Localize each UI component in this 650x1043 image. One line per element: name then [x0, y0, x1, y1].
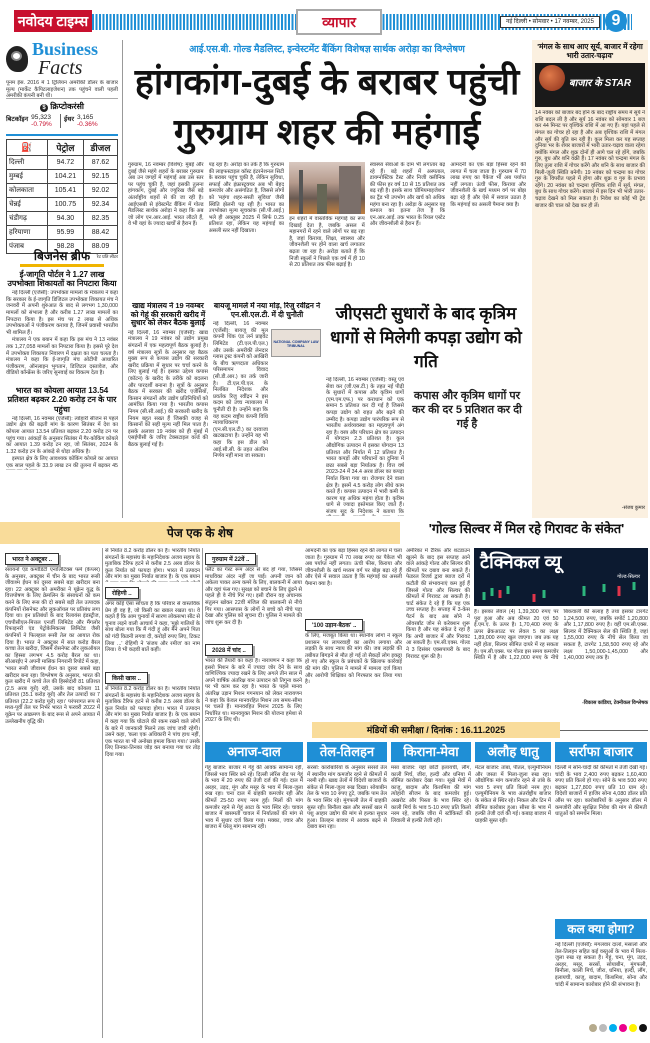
continuation-body: से निर्यात 8.2 करोड़ डॉलर का है। भारतीय निर्यात संगठनों के महासंघ के महानिदेशक अजय सहाय के मुताबिक टैरिफ हटने से करीब 2.5 अरब डॉलर के कुल निर्यात को फायदा होगा। भारत में उत्पादन और मांग का मुख्य निर्यात बाजार है। के एक बयान में कहा गया कि घोटाले की रकम रखने वाले लोगों के बारे में जानकारी मिलने तक जांच जारी रहेगी। उसने कहा, 'कला एक अधिकारी ने पांच हाथ नहीं, एक भारत या भी अनोखा हमला किया गया।' उसके लिए तिनका-तिनका जोड़ कर बनाया गया घर तोड़ दिया गया। — [105, 686, 200, 758]
gst-story — [326, 302, 526, 516]
business-brief — [6, 250, 118, 470]
pull-quote: कपास और कृत्रिम धागों पर कर की दर 5 प्रतिशत कर दी गई है — [412, 390, 522, 430]
market-heading: किराना-मेवा — [391, 742, 471, 762]
newspaper-logo: नवोदय टाइम्स — [14, 10, 92, 32]
fuel-price: 88.42 — [83, 226, 117, 240]
section-tab: व्यापार — [296, 9, 382, 35]
fact-text: पूनम ईस. 2016 में 1 ट्रिलियन अमरीकी डॉलर के बाजार मूल्य (मार्केट कैपिटलाइजेशन) तक पहुंचने वाली पहली अमरीकी कंपनी बनी थी। — [6, 80, 118, 100]
lead-headline-line1: हांगकांग-दुबई के बराबर पहुंची — [134, 61, 520, 102]
crypto-name: ईथर — [64, 116, 75, 123]
fuel-row — [7, 226, 118, 240]
facts-title-2: Facts — [38, 57, 83, 79]
byju-story — [213, 302, 321, 516]
story-headline: जीएसटी सुधारों के बाद कृत्रिम धागों से मिलेगी कपड़ा उद्योग को गति — [330, 304, 522, 371]
brief-body: मंत्रालय ने एक बयान में कहा कि इस मंच ने 13 नवंबर तक 1,27,058 मामलों का निपटारा किया है। इससे पूरे देश में उपभोक्ता शिकायत निवारण में दक्षता का पता चलता है। मंत्रालय ने कहा कि ई-जागृति मंच ओटीपी आधारित पंजीकरण, ऑनलाइन भुगतान, डिजिटल दस्तावेज, और वीडियो कॉन्फ्रेंस के जरिए सुनवाई का विकल्प देता है। — [6, 337, 118, 377]
fuel-price: 94.72 — [47, 156, 83, 170]
market-heading: अलौह धातु — [475, 742, 551, 762]
city-name: कोलकाता — [7, 184, 48, 198]
continuation-label: रोहिणी .. — [105, 587, 139, 599]
city-name: पंजाब — [7, 240, 48, 254]
continuation-label: गुरुग्राम में 22वें .. — [205, 553, 256, 565]
continuation-body: से निर्यात 8.2 करोड़ डॉलर का है। भारतीय निर्यात संगठनों के महासंघ के महानिदेशक अजय सहाय के मुताबिक टैरिफ हटने से करीब 2.5 अरब डॉलर के कुल निर्यात को फायदा होगा। भारत में उत्पादन और मांग का मुख्य निर्यात बाजार है। के एक बयान — [105, 548, 200, 581]
gold-body: है। इसका लेवल (4) 1,39,300 रुपए पर पूरा हुआ और अब कीमत 20 एवं 50 ई.एम.ए. के ऊपर है। 1,70,400 रुपए के ऊपर ब्रेकआउट पर लेवल 5 का लक्ष्य 1,89,000 रुपए खुल जाएगा। जब तक यह नहीं होता, सिल्वर सीमित दायरे में रह सकता है। एम.सी.एक्स. पर गोल्ड इस समय कमजोर स्थिति में है और 1,22,000 रुपए के नीचे बिकवाली की सलाह है तथा इसका टारगेट 1,24,500 रुपए, जबकि सपोर्ट 1,20,800 और 1,17,800 रुपए है। वहीं एम.सी.एक्स. सिल्वर में टैक्निकल सेल की स्थिति है, जहां 1,55,000 रुपए के नीचे सेल किया जा सकता है, टारगेट 1,58,500 रुपए रहे और लक्ष्य 1,50,000-1,45,000 और 1,40,000 रुपए तक है। — [474, 609, 648, 662]
fuel-price: 82.35 — [83, 212, 117, 226]
crypto-value: 3,165 — [77, 114, 94, 121]
fuel-price: 92.15 — [83, 170, 117, 184]
city-skyline-photo — [289, 162, 365, 214]
continuation-label: भारत ने अक्टूबर .. — [5, 553, 59, 565]
crypto-change: -0.36% — [77, 121, 98, 128]
lead-headline-line2: गुरुग्राम शहर की महंगाई — [173, 111, 481, 152]
astro-headline: 'मंगल के साथ आए सूर्य, बाजार में रहेगा भारी उतार-चढ़ाव' — [537, 42, 643, 60]
astro-body: 14 नवंबर को बाजार बंद होने के बाद राष्ट्रीय समय में सूर्य ने राशि बदल ली है और सूर्य 16 नवंबर को सोमवार 1 बज कर 44 मिनट पर वृश्चिक राशि में आ गए हैं। यहां पहले से मंगल का गोचर हो रहा है और अब वृश्चिक राशि में मंगल और सूर्य की युति बन रही है। कुल मिला कर यह सप्ताह दुनिया भर के शेयर बाजारों में भारी उतार-चढ़ाव वाला रहेगा क्योंकि मंगल और शुक्र दोनों ही आगे चल रहे होंगे, जबकि गुरु, बुध और शनि वक्री हैं। 17 नवंबर को चन्द्रमा मंगल के लिए तुला राशि में गोचर करेंगे और शनि के साथ बाजार की मिली-जुली स्थिति बनेगी। 19 नवंबर को चन्द्रमा का गोचर गुरु के विपरीत पहले में होगा और शुक्र व गुरु के प्रभाव रहेंगे। 20 नवंबर को चन्द्रमा वृश्चिक राशि में सूर्य, मंगल, बुध के साथ गोचर करेंगे। बाजार में इस दिन भी भारी उतार-चढ़ाव देखने को मिल सकता है। निवेश का कोई भी ट्रेड बाजार की चाल को देख कर ही लें। — [535, 110, 645, 209]
city-name: हरियाणा — [7, 226, 48, 240]
fuel-price: 104.21 — [47, 170, 83, 184]
continuation-label: 2028 में चांद .. — [205, 644, 253, 656]
story-body: नई दिल्ली, 16 नवम्बर (एजेंसी): खाद्य मंत्रालय ने 19 नवंबर को उद्योग प्रमुख संगठनों में एक महत्वपूर्ण बैठक बुलाई है। वर्ष मंत्रालय सूत्रों के अनुसार यह बैठक मुख्य रूप से कपास उद्योग की सरकारी खरीद प्रक्रिया में सुधार पर चर्चा करने के लिए बुलाई गई है। इसका उद्देश्य कपास (कॉटन) के खरीद के तरीके को बदलना और पारदर्शी बनाना है। सूत्रों के अनुसार बैठक में सरकार की खरीद एजेंसियों, किसान संगठनों और उद्योग प्रतिनिधियों को आमंत्रित किया गया है। भारतीय कपास निगम (सी.सी.आई.) की सरकारी खरीद के नियम बहुत सख्त हैं जिसकी वजह से किसानों को सही मूल्य नहीं मिल पाता है। इसके अलावा 19 नवंबर को ही मुंबई में एसईपीसी के जरिए टेक्सटाइल वर्ल्ड की बैठक बुलाई गई है। — [128, 329, 208, 448]
story-body: नई दिल्ली, 16 नवम्बर (एजेंसी): बायजू की मूल कंपनी थिंक एंड लर्न प्राइवेट लिमिटेड (टी.एल.पी.एल.) और उसके अमरीकी लेनदार ग्लास ट्रस्ट कंपनी को आखिरी के बीच ऋणदाता अधिकार परिसमापन विवाद (सी.डी.आर.) का तर्क जारी है। टी.एल.पी.एल. के निलंबित निदेशक और प्रवर्तक रिजु रवींद्रन ने इस कदम को उच्च न्यायालय में चुनौती दी है। उन्होंने कहा कि यह कदम राष्ट्रीय कंपनी विधि न्यायाधिकरण (एन.सी.एल.टी.) का दरवाजा खटखटाया है। उन्होंने यह भी कहा कि इस डील को आई.सी.सी. के तहत अंतरिम निर्णय नहीं माना जा सकता। — [213, 321, 268, 460]
fuel-price: 95.99 — [47, 226, 83, 240]
fuel-price: 105.41 — [47, 184, 83, 198]
gold-author: -विकास कांडिया, टेक्नीकल विश्लेषक — [582, 700, 648, 706]
market-body: मसा बाजार: यहां छोटी इलायची, लौंग, काली मिर्च, जीरा, हल्दी और धनिया में सीमित कारोबार देखा गया। सूखे मेवों में काजू, बादाम और किशमिश की मांग त्योहारी सीजन के बाद कमजोर हुई। अखरोट और पिस्ता के भाव स्थिर रहे। काली मिर्च के भाव 5-10 रुपए प्रति किलो नरम रहे, जबकि जीरा में स्टॉकिस्टों की लिवाली से हल्की तेजी रही। — [391, 765, 471, 824]
nclt-photo: NATIONAL COMPANY LAW TRIBUNAL — [271, 329, 321, 357]
crypto-box — [6, 98, 118, 128]
market-body: सरसों: कारोबारियों के अनुसार सरसों तेल में स्थानीय मांग कमजोर रहने से कीमतों में नरमी रही। खाद्य तेलों में विदेशी बाजारों के संकेत से मिला-जुला रुख दिखा। सोयाबीन तेल के भाव 10 रुपए टूटे, जबकि पाम तेल के भाव स्थिर रहे। मूंगफली तेल में ग्राहकी सुस्त रही। बिनौला खल और सरसों खल में पशु आहार उद्योग की मांग से हल्का सुधार हुआ। तिलहन बाजार में आवक बढ़ने से दबाव बना रहा। — [307, 765, 387, 831]
continuation-label: '100 उड़ान-बैठक' .. — [305, 619, 363, 631]
fuel-row — [7, 212, 118, 226]
fuel-price: 87.62 — [83, 156, 117, 170]
food-ministry-story — [128, 302, 208, 516]
market-body: गेहूं बाजार: बाजार में गेहूं की आवक सामान्य रही, जिससे भाव स्थिर बने रहे। दिल्ली लॉरेंस रोड पर गेहूं के भाव में 20 रुपए की तेजी दर्ज की गई। दाल में अरहर, उड़द, मूंग और मसूर के भाव में मिला-जुला रुख रहा। चना दाल में ग्राहकी कमजोर रही और कीमतें 25-50 रुपए नरम हुईं। मिलों की मांग कमजोर रहने से गेहूं आटा के भाव स्थिर रहे। चावल बाजार में बासमती चावल में निर्यातकों की मांग से भाव में सुधार दर्ज किया गया। मक्का, ज्वार और बाजरा में घरेलू मांग सामान्य रही। — [205, 765, 303, 831]
crypto-icon: $ — [40, 104, 48, 112]
shesh-col — [5, 548, 100, 1038]
fuel-note: रेट प्रति लीटर — [96, 254, 118, 259]
lead-kicker: आई.एस.बी. गोल्ड मैडलिस्ट, इन्वेस्टमेंट बैंकिंग विशेषज्ञ सार्थक अरोड़ा का विश्लेषण — [189, 44, 465, 55]
fuel-row — [7, 170, 118, 184]
markets-title: मंडियों की समीक्षा / दिनांक : 16.11.2025 — [366, 725, 506, 735]
fuel-price: 92.34 — [83, 198, 117, 212]
fuel-price: 92.02 — [83, 184, 117, 198]
fuel-price: 100.75 — [47, 198, 83, 212]
shesh-col — [205, 548, 302, 730]
fuel-row — [7, 198, 118, 212]
shesh-col — [105, 548, 200, 1038]
market-body: मेटल बाजार: तांबा, पीतल, एल्युमीनियम और जस्ता में मिला-जुला रुख रहा। औद्योगिक मांग कमजोर रहने से तांबे के भाव 5 रुपए प्रति किलो नरम हुए। एल्युमीनियम के भाव अंतर्राष्ट्रीय बाजार के संकेत से स्थिर रहे। निकल और टिन में सीमित कारोबार हुआ। सीसा के भाव में हल्की तेजी दर्ज की गई। कबाड़ बाजार में ग्राहकी सुस्त रही। — [475, 765, 551, 824]
business-facts — [6, 40, 118, 100]
story-headline: खाद्य मंत्रालय ने 19 नवम्बर को गेहूं की सरकारी खरीद में सुधार को लेकर बैठक बुलाई — [130, 302, 206, 328]
gold-headline: 'गोल्ड सिल्वर में मिल रहे गिरावट के संकेत' — [428, 521, 625, 536]
city-name: दिल्ली — [7, 156, 48, 170]
market-column — [307, 742, 387, 1038]
dateline: नई दिल्ली • सोमवार • 17 नवम्बर, 2025 — [500, 16, 600, 28]
story-headline: बायजू मामले में नया मोड़, रिजु रवींद्रन ने एन.सी.एल.टी. में दी चुनौती — [213, 302, 321, 319]
fuel-pump-icon: ⛽ — [7, 140, 48, 156]
story-body: नई दिल्ली, 16 नवम्बर (एजेंसी): वस्तु एवं सेवा कर (जी.एस.टी.) के तहत नई पीढ़ी के सुधारों में कपास और कृत्रिम धागों (एम.एम.एफ.) पर कराधान को एक समान 5 प्रतिशत कर दी गई है जिससे कपड़ा उद्योग को राहत और बढ़ने की उम्मीद है। कपड़ा उद्योग पारंपरिक रूप से भारतीय अर्थव्यवस्था का महत्वपूर्ण अंग रहा है। वस्त्र और परिधान क्षेत्र का उत्पादन में योगदान 2.3 प्रतिशत है। कुल औद्योगिक उत्पादन में इसका योगदान 13 प्रतिशत और निर्यात में 12 प्रतिशत है। भारत कपड़ों और परिधानों का दुनिया में छठा सबसे बड़ा निर्यातक है। वित्त वर्ष 2023-24 में 34.4 अरब डॉलर का कपड़ा निर्यात किया गया था। रोजगार देने वाला क्षेत्र है। इसमें 4.5 करोड़ लोग सीधे काम करते हैं। कपास उत्पादन में भारी कमी के कारण यह अधिक महंगा होता है। कृत्रिम धागे से ज्यादा इस्तेमाल किए जाते हैं। संजय सूद के निदेशक ने बताया कि — [326, 377, 404, 515]
brief-headline: भारत का कोयला आयात 13.54 प्रतिशत बढ़कर 2.20 करोड़ टन के पार पहुंचा — [7, 386, 117, 414]
market-column — [555, 742, 647, 1038]
brief-body: नई दिल्ली, 16 नवम्बर (एजेंसी): त्योहारी सीजन से पहले उद्योग क्षेत्र की बढ़ती मांग के कारण सितंबर में देश का कोयला आयात 13.54 प्रतिशत बढ़कर 2.20 करोड़ टन पर पहुंच गया। आंकड़ों के अनुसार सितंबर में गैर-कोकिंग कोयले का आयात 1.39 करोड़ टन रहा, जो सितंबर, 2024 के 1.32 करोड़ टन के आंकड़े से थोड़ा अधिक है। — [6, 415, 118, 455]
fuel-price: 88.09 — [83, 240, 117, 254]
city-name: चंडीगढ़ — [7, 212, 48, 226]
fuel-row — [7, 156, 118, 170]
market-column — [475, 742, 551, 1038]
col-header: डीजल — [83, 140, 117, 156]
fuel-price: 98.28 — [47, 240, 83, 254]
brief-headline: ई-जागृति पोर्टल ने 1.27 लाख उपभोक्ता शिकायतों का निपटारा किया — [7, 269, 117, 288]
crypto-change: -0.79% — [31, 121, 52, 128]
continuation-body: भारत की तैयारी का कहा है। नारायणन ने कहा कि इसरो मिशन के बारे में ज्यादा जोर देने के साथ वाणिज्यिक ज्यादा रखने के लिए अगले तीन साल में अपने वार्षिक अंतरिक्ष यान उत्पादन को तिगुना करने पर भी काम कर रहा है। भारत के पहले मानव अंतरिक्ष उड़ान मिशन गगनयान को लेकर नारायणन ने कहा कि केवल मानवरहित मिशन तय समय-सीमा पर चलते हैं। मानवरहित मिशन 2025 के लिए निर्धारित था। मानवयुक्त मिशन की योजना हमेशा से 2027 के लिए थी। — [205, 658, 302, 724]
lead-col: गुरुग्राम, 16 नवम्बर (विशेष): मुंबई और दुबई जैसे महंगे शहरों के बराबर गुरुग्राम अब उन जगहों में महंगाई अब उस स्तर पर पहुंच चुकी है, जहां इसकी तुलना हांगकांग, दुबई और ज्यूरिख जैसे बड़े अंतर्राष्ट्रीय शहरों से की जा रही है। आईएसबी से इंवेस्टमेंट बैंकिंग में गोल्ड मैडलिस्ट सार्थक अरोड़ा ने कहा कि अब जो लोग एन.आर.आई. भारत लौटते हैं, वे भी यहां के ज्यादा खर्चों से हैरान हैं। — [128, 162, 204, 228]
continuation-body: अगर कोई ऐसा सोचता है कि परिवार से वास्तविक प्रेम ही वह है, जो किसी का ख्याल रखता था। वे कहते हैं कि आम चुनावों में सारण लोकसभा सीट से चुनाव लड़ने वाली आचार्य ने कहा, 'मुझे गालियों के साथ बोला गया कि मैं गंदी हूं और मैंने अपने पिता को गंदी किडनी लगवा दी, करोड़ों रुपए लिए, टिकट लिया ...' रोहिणी ने 'संजय और रमीज' का नाम लिया। वे भी कड़वी बातें कहीं। — [105, 601, 200, 654]
market-heading: सर्राफा बाजार — [555, 742, 647, 762]
candlestick-chart-icon — [474, 580, 648, 606]
lead-col: पड़ रहा है। अरोड़ा का तर्क है कि गुरुग्राम की लाइफस्टाइल कॉस्ट इंटरनेशनल सिटी के बराबर पहुंच चुकी है, लेकिन सुविधा, सफाई और इंफ्रास्ट्रक्चर अब भी बेहद कमजोर और असंगठित है, जिससे लोगों को 'महंगा शहर-सस्ती सुविधा' जैसी स्थिति झेलनी पड़ रही है। भारत का उपभोक्ता मूल्य सूचकांक (सी.पी.आई.) भले ही अक्तूबर 2025 में सिर्फ 0.25 प्रतिशत रहा, लेकिन यह महंगाई का असली स्तर नहीं दिखाता। — [208, 162, 285, 234]
bazaar-star-logo: बाजार के STAR — [535, 63, 645, 107]
technical-view-image: टैक्निकल व्यू गोल्ड-सिल्वर — [474, 548, 648, 606]
color-registration-dots — [555, 1024, 647, 1032]
continuation-body: फ्लैट का गेस्ट रूम अंदर से बंद हो गया, जिससे माधविका अंदर नहीं जा पाईं। अपनी जान को अकेला पाकर अन्य कमरे के लिए, बालकनी में आया और वहां फंस गए। सुरक्षा को बचाने के लिए ढूंढने से पहले ही वे नीचे गिर गए। इसी दौरान वह अचानक संतुलन खोकर 22वीं मंजिल की बालकनी से नीचे गिर गया। आसपास के लोगों ने बच्चे को नीचे पड़ा देखा और पुलिस को सूचना दी। पुलिस ने मामले की जांच शुरू कर दी है। — [205, 567, 302, 626]
city-name: मुम्बई — [7, 170, 48, 184]
facts-title-1: Business — [32, 39, 99, 59]
astro-author: -संजय कुमार — [621, 505, 645, 512]
market-heading: तेल-तिलहन — [307, 742, 387, 762]
continuation-label: किसी खास .. — [105, 672, 148, 684]
continuation-body: आमदनी का एक बड़ा हिस्सा रहने की लागत में चला जाता है। गुरुग्राम में 70 लाख रुपए का पैकेज भी अब पर्याप्त नहीं लगता। ऊंची फीस, किराया और जीवनशैली के खर्च मध्यम वर्ग पर बोझ बढ़ा रहे हैं और ऐसे में सवाल उठता है कि महंगाई का असली पैमाना क्या है। — [305, 548, 402, 587]
tomorrow-body: नई दिल्ली (एजेंसी): मंगलवार दालों, मसालों और तेल-तिलहन सहित कई वस्तुओं के भाव में मिला-जुला रुख रह सकता है। गेहूं, चना, मूंग, उड़द, अरहर, मसूर, सरसों, सोयाबीन, मूंगफली, बिनौला, काली मिर्च, जीरा, धनिया, हल्दी, लौंग, इलायची, काजू, बादाम, किशमिश, सोना और चांदी में सामान्य कारोबार होने की संभावना है। — [555, 942, 647, 988]
brief-title: बिजनेस ब्रीफ — [20, 250, 104, 267]
astro-column — [532, 40, 648, 518]
lead-story — [128, 42, 526, 157]
crypto-name: बिटकॉइन — [6, 116, 29, 123]
continuation-body: रसायनों एंड कमोडिटी एनालिटिक्स फर्म (केप्लर) के अनुसार, अक्टूबर में चीन के बाद भारत रूसी जीवाश्म ईंधन का दूसरा सबसे बड़ा खरीदार बना रहा। 22 अक्टूबर को अमरीका ने यूक्रेन युद्ध के वित्तपोषण के लिए क्रेमलिन के संसाधनों को कम करने के लिए रूस की दो सबसे बड़ी तेल उत्पादक कंपनियों रोसनेफ्ट और लुकऑयल पर प्रतिबंध लगा दिया था। इन प्रतिबंधों के बाद रिलायंस इंडस्ट्रीज, एचपीसीएल-मित्तल एनर्जी लिमिटेड और मैंगलोर रिफाइनरी एंड पेट्रोकेमिकल्स लिमिटेड जैसी कंपनियों ने फिलहाल रूसी तेल का आयात रोक दिया है। भारत ने अक्टूबर में सात करोड़ बैरल कच्चा तेल खरीदा, जिसमें रोसनेफ्ट और लुकऑयल का हिस्सा लगभग 4.5 करोड़ बैरल का था। सीआरईए ने अपनी मासिक निगरानी रिपोर्ट में कहा, 'भारत रूसी जीवाश्म ईंधन का दूसरा सबसे बड़ा खरीदार बना रहा। विश्लेषण के अनुसार, भारत की कुल खरीद में कच्चे तेल की हिस्सेदारी 81 प्रतिशत (2.5 अरब यूरो) रही, उसके बाद कोयला 11 प्रतिशत (35.1 करोड़ यूरो) और तेल उत्पादों का 7 प्रतिशत (22.2 करोड़ यूरो) रहा।' परंपरागत रूप से मध्य-पूर्वी तेल पर निर्भर भारत ने फरवरी 2022 में यूक्रेन पर आक्रमण के बाद रूस से अपने आयात में उल्लेखनीय वृद्धि की। — [5, 567, 100, 725]
crypto-value: 95,323 — [31, 114, 52, 121]
gold-body: अमेरिका में टैरिफ़ और शटडाउन खुलने के बाद इस सप्ताह आने वाले आंकड़े गोल्ड और सिल्वर की कीमतों पर दबाव बना सकते हैं। फेडरल रिजर्व द्वारा ब्याज दरों में कटौती की संभावनाएं कम हुई हैं जिससे गोल्ड और सिल्वर की कीमतों में गिरावट आ सकती है। चार्ट संकेत दे रहे हैं कि यह एक उच्च सप्ताह है। सप्ताह में 3-केस पैटर्न के बाद अब सोने ने ओवरबॉट जोन से करेक्शन शुरू किया है और यह संकेत दे रहा है कि अभी बाजार में और गिरावट आ सकती है। एम.सी.एक्स. गोल्ड ने 3 दिसंबर एक्सपायरी के बाद गिरावट शुरू की है। — [406, 548, 470, 660]
page-number: 9 — [605, 10, 627, 32]
market-body: दिल्ली में सोने-चांदी की कीमतों में तेजी देखी गई। चांदी के भाव 2,400 रुपए बढ़कर 1,60,400 रुपए प्रति किलो हो गए। सोने के भाव 500 रुपए बढ़कर 1,27,800 रुपए प्रति 10 ग्राम रहे। विदेशी बाजारों में हाजिर सोना 4,080 डॉलर प्रति औंस पर रहा। कारोबारियों के अनुसार डॉलर में कमजोरी और सुरक्षित निवेश की मांग से कीमती धातुओं को समर्थन मिला। — [555, 765, 647, 818]
lead-col: आमदनी का एक बड़ा हिस्सा रहने की लागत में चला जाता है। गुरुग्राम में 70 लाख रुपए का पैकेज भी अब पर्याप्त नहीं लगता। ऊंची फीस, किराया और जीवनशैली के खर्च मध्यम वर्ग पर बोझ बढ़ा रहे हैं और ऐसे में सवाल उठता है कि महंगाई का असली पैमाना क्या है। — [450, 162, 526, 208]
market-column — [205, 742, 303, 1038]
markets-columns — [205, 742, 648, 1038]
market-column — [391, 742, 471, 1038]
lead-body — [128, 162, 526, 298]
brief-body: इस्पात क्षेत्र के लिए आवश्यक कोकिंग कोयले का आयात एक साल पहले के 33.9 लाख टन की तुलना में बढ़कर 45 — [6, 456, 118, 469]
tomorrow-heading: कल क्या होगा? — [555, 919, 647, 939]
crypto-title: क्रिप्टोकरंसी — [50, 102, 84, 111]
lead-col: स्वास्थ्य सेवाओं के दाम भी लगातार बढ़ रहे हैं। बड़े शहरों में अस्पताल, डायग्नोस्टिक टैस्ट और निजी क्लीनिक की फीस हर वर्ष 10 से 15 प्रतिशत तक बढ़ रही है। इसके साथ 'प्रीमियमाइजेशन' का ट्रैंड भी उपभोग और खर्च को अधिक महंगा बना रहा है। अरोड़ा के अनुसार यह कमाल का इतना तेज है कि एन.आर.आई. तक भारत के रियल एस्टेट और जीवनशैली से हैरान हैं। — [369, 162, 446, 228]
fuel-price: 94.30 — [47, 212, 83, 226]
shesh-col — [305, 548, 402, 718]
fuel-row — [7, 184, 118, 198]
city-name: चेन्नई — [7, 198, 48, 212]
col-header: पेट्रोल — [47, 140, 83, 156]
shesh-title: पेज एक के शेष — [167, 526, 233, 540]
brain-head-icon — [6, 46, 28, 72]
lead-col: इन शहरों में वास्तविक महंगाई का रूप दिखाई देता है, जबकि असल में महानगरों में रहने वाले लोगों पर बड़ रहा है, जहां किराया, शिक्षा, स्वास्थ्य और जीवनशैली पर होने वाला खर्च लगातार बढ़ता जा रहा है। अरोड़ा बताते हैं कि निजी स्कूलों ने पिछले एक वर्ष में ही 10 से 20 प्रतिशत तक फीस बढ़ाई है। — [289, 216, 365, 269]
mars-planet-icon — [539, 65, 565, 91]
brief-body: नई दिल्ली (एजेंसी): उपभोक्ता मामलों के मंत्रालय ने कहा कि सरकार के ई-जागृति डिजिटल उपभोक्ता शिकायत मंच ने जनवरी में अपनी शुरुआत के बाद से लगभग 1,30,000 मामलों को संभाला है और करीब 1.27 लाख मामलों का निपटारा किया है। इस मंच पर 2 लाख से अधिक उपभोक्ताओं ने पंजीकरण कराया है, जिनमें प्रवासी भारतीय भी शामिल हैं। — [6, 290, 118, 336]
market-heading: अनाज-दाल — [205, 742, 303, 762]
fuel-price-table — [6, 134, 118, 260]
continuation-body: के लिए, मजबूत किया था। स्थानीय लोगों ने स्कूल प्रशासन पर लापरवाही का आरोप लगाया और लड़की के साथ न्याय की मांग की। जब लड़की की तबीयत बिगड़ने से मौत हो गई तो सैकड़ों लोग इकट्ठा हो गए और स्कूल के प्रबंधकों के खिलाफ कार्रवाई की मांग की। पुलिस ने मामले में मामला दर्ज किया और आरोपी शिक्षिका को गिरफ्तार कर लिया गया है। — [305, 633, 402, 686]
